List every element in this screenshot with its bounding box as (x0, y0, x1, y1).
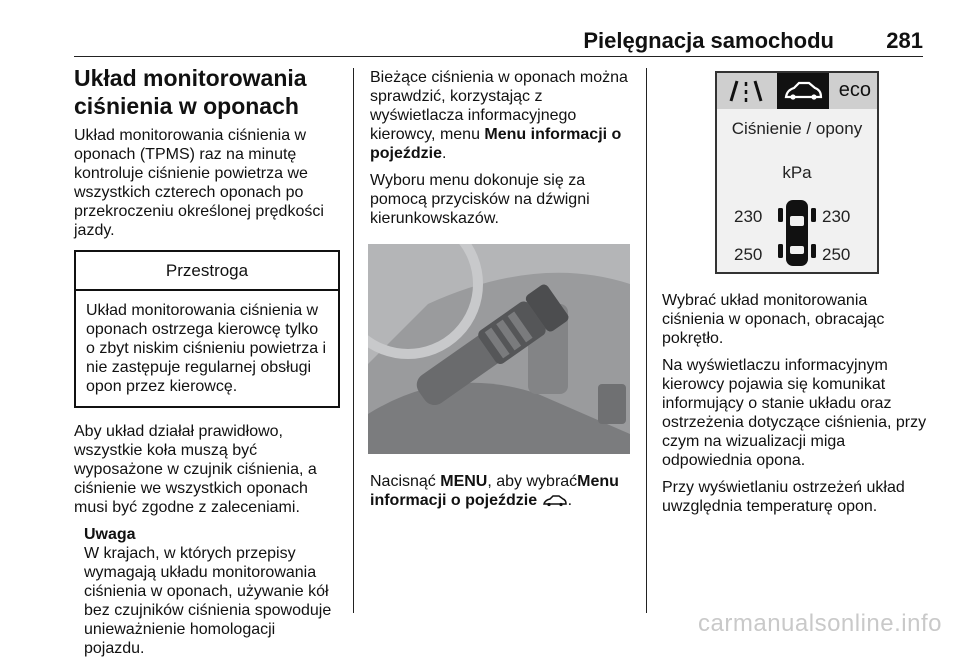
check-pressure-paragraph (370, 68, 634, 163)
section-heading (74, 64, 340, 120)
note-title: Uwaga (84, 526, 136, 543)
caption-end: . (567, 492, 573, 509)
note-text: W krajach, w których przepisy wymagają układu monitorowania ciśnienia w oponach, używanie kół bez czujników ciśnienia spowoduje unieważnienie homologacji pojazdu. (84, 545, 332, 657)
requirement-paragraph: Aby układ działał prawidłowo, wszystkie koła muszą być wyposażone w czujnik ciśnienia, a ciśnienie we wszystkich oponach musi być zgodne z zaleceniami. (74, 423, 317, 516)
eco-label: eco (838, 79, 871, 101)
menu-button-label: MENU (440, 473, 488, 490)
check-pressure-end: . (442, 145, 447, 162)
car-menu-icon (542, 495, 568, 507)
menu-name-bold: Menu informacji o pojeździe (370, 126, 622, 162)
column-divider-2 (646, 68, 647, 613)
caution-text: Układ monitorowania ciśnienia w oponach ostrzega kierowcę tylko o zbyt niskim ciśnieniu powietrza i nie zastępuje regularnej obsługi opon przez kierowcę. (86, 302, 327, 395)
tyre-layout-car-icon (777, 198, 817, 268)
caption-pre: Nacisnąć (370, 473, 441, 490)
rear-left-pressure: 250 (734, 245, 763, 264)
display-title: Ciśnienie / opony (731, 119, 863, 138)
page-header-title: Pielęgnacja samochodu (583, 28, 834, 53)
front-left-pressure: 230 (734, 207, 763, 226)
car-icon (777, 73, 829, 109)
temperature-paragraph: Przy wyświetlaniu ostrzeżeń układ uwzględnia temperaturę opon. (662, 479, 905, 515)
rear-right-pressure: 250 (822, 245, 851, 264)
select-system-paragraph: Wybrać układ monitorowania ciśnienia w oponach, obracając pokrętło. (662, 292, 885, 347)
display-message-paragraph: Na wyświetlaczu informacyjnym kierowcy pojawia się komunikat informujący o stanie układu oraz ostrzeżenia dotyczące ciśnienia, przy czym na wizualizacji miga odpowiednia opona. (662, 357, 927, 469)
pressure-unit: kPa (782, 163, 812, 182)
driver-info-display (715, 71, 879, 274)
column-divider-1 (353, 68, 354, 613)
header-divider (74, 56, 923, 57)
road-lane-icon (721, 73, 771, 109)
watermark: carmanualsonline.info (698, 610, 942, 637)
page-number: 281 (886, 28, 923, 53)
photo-caption (370, 472, 634, 510)
caption-mid: , aby wybrać (487, 473, 578, 490)
turn-signal-stalk-image (368, 244, 630, 454)
column-1 (74, 64, 340, 658)
intro-paragraph: Układ monitorowania ciśnienia w oponach (TPMS) raz na minutę kontroluje ciśnienie powietrza we wszystkich czterech oponach po przekroczeniu określonej prędkości jazdy. (74, 127, 324, 239)
column-3 (662, 291, 928, 524)
heading-line-2: ciśnienia w oponach (74, 93, 299, 119)
display-top-bar (717, 73, 877, 109)
caution-box (74, 250, 340, 408)
front-right-pressure: 230 (822, 207, 851, 226)
stalk-photo (368, 244, 630, 454)
check-pressure-text: Bieżące ciśnienia w oponach można sprawdzić, korzystając z wyświetlacza informacyjnego kierowcy, menu (370, 69, 628, 143)
heading-line-1: Układ monitorowania (74, 65, 307, 91)
caution-title: Przestroga (76, 252, 338, 291)
menu-selection-paragraph: Wyboru menu dokonuje się za pomocą przycisków na dźwigni kierunkowskazów. (370, 172, 590, 227)
selected-tab (777, 73, 829, 109)
vehicle-info-menu-label: Menu informacji o pojeździe (370, 473, 619, 509)
note-block (74, 525, 340, 658)
column-2 (370, 68, 634, 518)
